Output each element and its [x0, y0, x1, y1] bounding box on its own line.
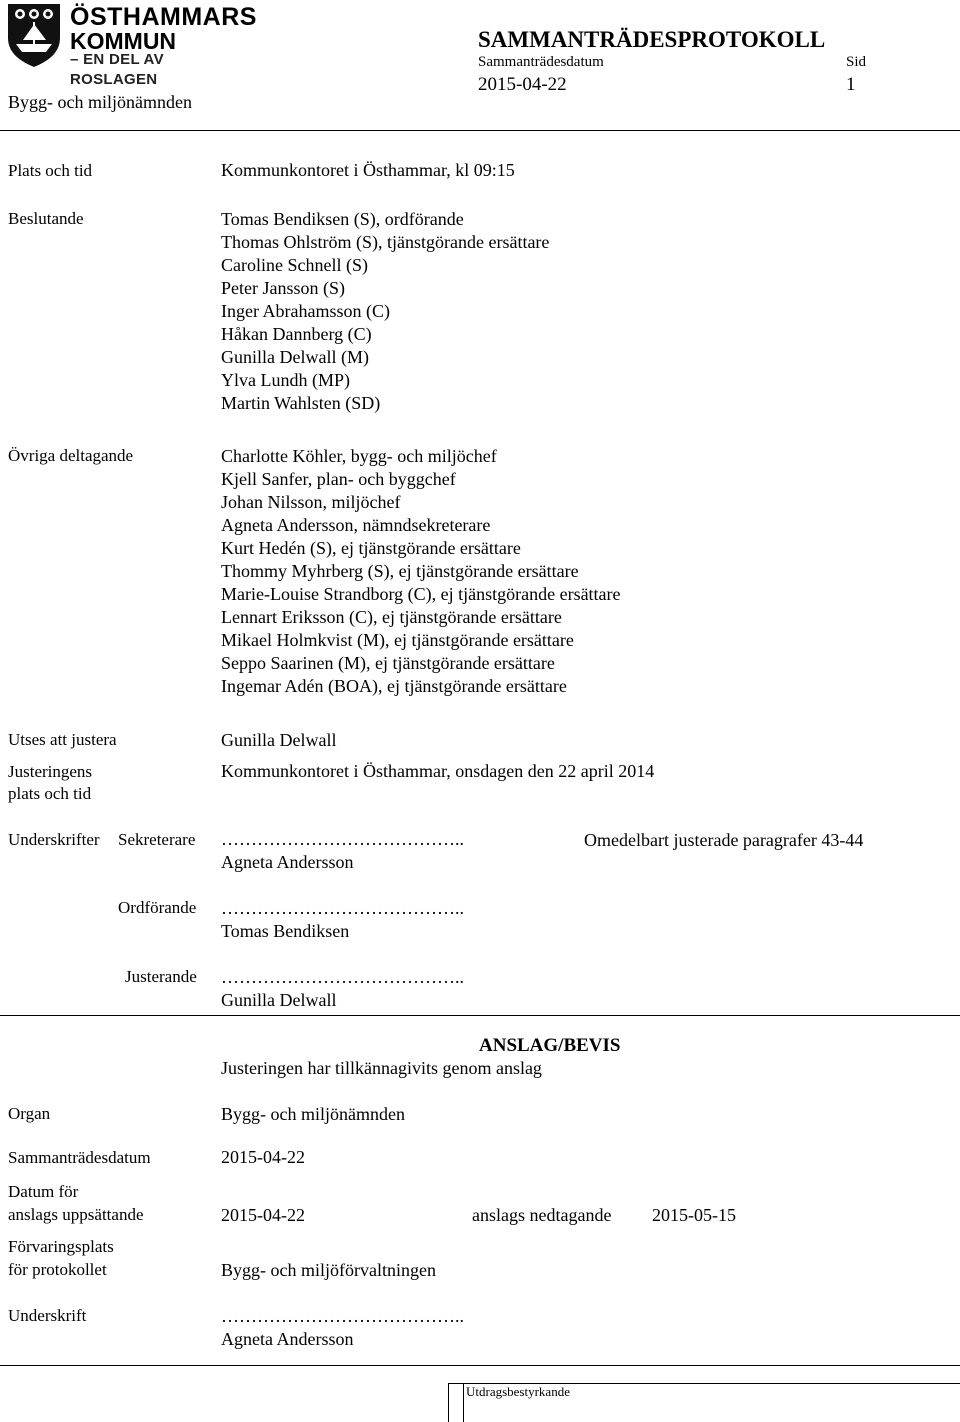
adjuster-label: Utses att justera — [8, 730, 117, 749]
list-item: Mikael Holmkvist (M), ej tjänstgörande ersättare — [221, 630, 574, 650]
notice-signature-line: ………………………………….. — [221, 1306, 464, 1326]
logo-line-3: – EN DEL AV ROSLAGEN — [70, 51, 164, 88]
list-item: Ingemar Adén (BOA), ej tjänstgörande ersättare — [221, 676, 567, 696]
list-item: Seppo Saarinen (M), ej tjänstgörande ersättare — [221, 653, 555, 673]
notice-subtitle: Justeringen har tillkännagivits genom anslag — [221, 1058, 542, 1078]
list-item: Kurt Hedén (S), ej tjänstgörande ersättare — [221, 538, 521, 558]
chair-signature-line: ………………………………….. — [221, 898, 464, 918]
place-value: Kommunkontoret i Östhammar, kl 09:15 — [221, 160, 515, 180]
municipality-logo — [6, 2, 257, 88]
adjuster-value: Gunilla Delwall — [221, 730, 337, 750]
removal-label: anslags nedtagande — [472, 1205, 612, 1225]
list-item: Kjell Sanfer, plan- och byggchef — [221, 469, 456, 489]
committee-name: Bygg- och miljönämnden — [8, 92, 192, 112]
chair-name: Tomas Bendiksen — [221, 921, 350, 941]
organ-value: Bygg- och miljönämnden — [221, 1104, 405, 1124]
immediate-adjust-note: Omedelbart justerade paragrafer 43-44 — [584, 830, 864, 850]
decision-label: Beslutande — [8, 209, 84, 228]
list-item: Tomas Bendiksen (S), ordförande — [221, 209, 464, 229]
list-item: Lennart Eriksson (C), ej tjänstgörande ersättare — [221, 607, 562, 627]
posting-date: 2015-04-22 — [221, 1205, 305, 1225]
adjuster-role: Justerande — [125, 967, 197, 986]
notice-divider — [0, 1015, 960, 1016]
header-sid-label: Sid — [846, 54, 867, 70]
signatures-label: Underskrifter — [8, 830, 100, 849]
extract-box-divider — [463, 1384, 465, 1422]
list-item: Gunilla Delwall (M) — [221, 347, 369, 367]
logo-line-1: ÖSTHAMMARS — [70, 3, 257, 31]
list-item: Håkan Dannberg (C) — [221, 324, 372, 344]
header-date: 2015-04-22 — [478, 74, 567, 95]
others-label: Övriga deltagande — [8, 446, 134, 465]
adjuster-signature-line: ………………………………….. — [221, 967, 464, 987]
list-item: Charlotte Köhler, bygg- och miljöchef — [221, 446, 497, 466]
list-item: Johan Nilsson, miljöchef — [221, 492, 401, 512]
notice-signature-name: Agneta Andersson — [221, 1329, 354, 1349]
extract-label: Utdragsbestyrkande — [466, 1384, 570, 1399]
secretary-signature-line: ………………………………….. — [221, 829, 464, 849]
meeting-date-label: Sammanträdesdatum — [8, 1148, 151, 1167]
coat-of-arms-icon — [6, 2, 62, 68]
storage-label-1: Förvaringsplats — [8, 1237, 114, 1256]
removal-date: 2015-05-15 — [652, 1205, 736, 1225]
list-item: Thomas Ohlström (S), tjänstgörande ersättare — [221, 232, 550, 252]
place-label: Plats och tid — [8, 161, 93, 180]
posting-label-2: anslags uppsättande — [8, 1205, 144, 1224]
list-item: Agneta Andersson, nämndsekreterare — [221, 515, 491, 535]
page-number: 1 — [846, 74, 856, 95]
header-date-label: Sammanträdesdatum — [478, 54, 604, 70]
secretary-role: Sekreterare — [118, 830, 196, 849]
list-item: Caroline Schnell (S) — [221, 255, 368, 275]
list-item: Inger Abrahamsson (C) — [221, 301, 390, 321]
storage-value: Bygg- och miljöförvaltningen — [221, 1260, 436, 1280]
adjust-place-label-1: Justeringens — [8, 762, 93, 781]
logo-line-2: KOMMUN — [70, 28, 177, 54]
header-divider — [0, 130, 960, 131]
document-title: SAMMANTRÄDESPROTOKOLL — [478, 27, 826, 52]
signature-label: Underskrift — [8, 1306, 87, 1325]
footer-divider — [0, 1365, 960, 1366]
list-item: Ylva Lundh (MP) — [221, 370, 350, 390]
meeting-date-value: 2015-04-22 — [221, 1147, 305, 1167]
list-item: Peter Jansson (S) — [221, 278, 345, 298]
notice-title: ANSLAG/BEVIS — [479, 1035, 621, 1056]
adjuster-name: Gunilla Delwall — [221, 990, 337, 1010]
decision-members-list — [221, 208, 549, 415]
list-item: Martin Wahlsten (SD) — [221, 393, 381, 413]
list-item: Thommy Myhrberg (S), ej tjänstgörande ersättare — [221, 561, 579, 581]
adjust-place-value: Kommunkontoret i Östhammar, onsdagen den 22 april 2014 — [221, 761, 655, 781]
adjust-place-label-2: plats och tid — [8, 784, 92, 803]
storage-label-2: för protokollet — [8, 1260, 107, 1279]
secretary-name: Agneta Andersson — [221, 852, 354, 872]
posting-label-1: Datum för — [8, 1182, 79, 1201]
list-item: Marie-Louise Strandborg (C), ej tjänstgörande ersättare — [221, 584, 621, 604]
others-list — [221, 445, 621, 698]
chair-role: Ordförande — [118, 898, 197, 917]
organ-label: Organ — [8, 1104, 51, 1123]
